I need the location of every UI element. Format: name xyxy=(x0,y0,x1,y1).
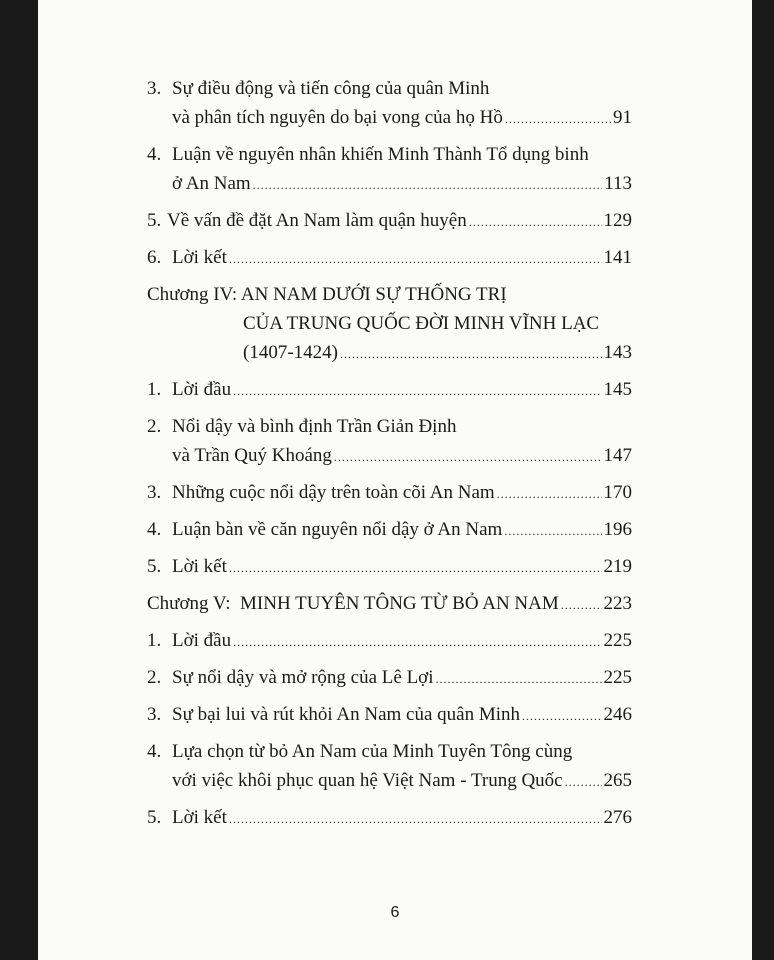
entry-title-continued: ở An Nam xyxy=(172,173,251,194)
entry-page-number: 196 xyxy=(603,519,632,540)
dot-leader xyxy=(505,113,611,125)
dot-leader xyxy=(229,813,602,825)
entry-title-continued: với việc khôi phục quan hệ Việt Nam - Trung Quốc xyxy=(172,770,563,791)
toc-entry xyxy=(147,140,632,198)
entry-number: 4. xyxy=(147,741,162,762)
entry-number: 6. xyxy=(147,247,162,268)
entry-title: Sự điều động và tiến công của quân Minh xyxy=(172,78,490,99)
entry-page-number: 143 xyxy=(603,342,632,363)
entry-number: 2. xyxy=(147,667,162,688)
entry-number: 5. xyxy=(147,210,162,231)
entry-number: 5. xyxy=(147,556,162,577)
toc-entry xyxy=(147,375,632,404)
toc-entry xyxy=(147,626,632,655)
entry-number: 1. xyxy=(147,630,162,651)
entry-title: Lời kết xyxy=(172,247,227,268)
toc-entry xyxy=(147,803,632,832)
toc-entry xyxy=(147,552,632,581)
dot-leader xyxy=(522,710,601,722)
dot-leader xyxy=(561,599,602,611)
page-folio-number: 6 xyxy=(390,904,400,921)
entry-page-number: 223 xyxy=(603,593,632,614)
entry-title-continued: và phân tích nguyên do bại vong của họ Hồ xyxy=(172,107,503,128)
toc-entry xyxy=(147,74,632,132)
entry-title: Luận về nguyên nhân khiến Minh Thành Tổ dụng binh xyxy=(172,144,589,165)
entry-number: 1. xyxy=(147,379,162,400)
entry-number: 4. xyxy=(147,144,162,165)
dot-leader xyxy=(233,636,601,648)
entry-title: Lời đầu xyxy=(172,379,232,400)
entry-title: Luận bàn về căn nguyên nổi dậy ở An Nam xyxy=(172,519,503,540)
entry-title: Lựa chọn từ bỏ An Nam của Minh Tuyên Tông cùng xyxy=(172,741,573,762)
dot-leader xyxy=(233,385,601,397)
entry-page-number: 219 xyxy=(603,556,632,577)
entry-page-number: 225 xyxy=(603,630,632,651)
entry-number: 5. xyxy=(147,807,162,828)
toc-entry xyxy=(147,206,632,235)
book-page xyxy=(38,0,752,960)
entry-title: Sự nổi dậy và mở rộng của Lê Lợi xyxy=(172,667,434,688)
toc-entry xyxy=(147,700,632,729)
chapter-heading xyxy=(147,589,632,618)
toc-entry xyxy=(147,478,632,507)
entry-title: Lời kết xyxy=(172,556,227,577)
dot-leader xyxy=(565,776,602,788)
entry-number: 2. xyxy=(147,416,162,437)
entry-title: Lời đầu xyxy=(172,630,232,651)
toc-entry xyxy=(147,243,632,272)
table-of-contents xyxy=(147,74,632,840)
toc-entry xyxy=(147,663,632,692)
entry-page-number: 141 xyxy=(603,247,632,268)
entry-page-number: 225 xyxy=(603,667,632,688)
chapter-title: Chương V: MINH TUYÊN TÔNG TỪ BỎ AN NAM xyxy=(147,593,559,614)
entry-number: 3. xyxy=(147,78,162,99)
entry-page-number: 276 xyxy=(603,807,632,828)
dot-leader xyxy=(229,562,602,574)
entry-title: Những cuộc nổi dậy trên toàn cõi An Nam xyxy=(172,482,495,503)
entry-number: 3. xyxy=(147,482,162,503)
entry-number: 3. xyxy=(147,704,162,725)
entry-title: Về vấn đề đặt An Nam làm quận huyện xyxy=(167,210,467,231)
dot-leader xyxy=(340,348,602,360)
entry-page-number: 170 xyxy=(603,482,632,503)
dot-leader xyxy=(504,525,601,537)
entry-page-number: 145 xyxy=(603,379,632,400)
dot-leader xyxy=(469,216,602,228)
entry-page-number: 129 xyxy=(603,210,632,231)
entry-title: Lời kết xyxy=(172,807,227,828)
entry-page-number: 265 xyxy=(603,770,632,791)
entry-title: Sự bại lui và rút khỏi An Nam của quân Minh xyxy=(172,704,521,725)
entry-page-number: 147 xyxy=(603,445,632,466)
entry-number: 4. xyxy=(147,519,162,540)
toc-entry xyxy=(147,412,632,470)
entry-page-number: 113 xyxy=(604,173,632,194)
dot-leader xyxy=(229,253,602,265)
entry-title-continued: và Trần Quý Khoáng xyxy=(172,445,332,466)
dot-leader xyxy=(253,179,603,191)
entry-page-number: 91 xyxy=(613,107,632,128)
dot-leader xyxy=(334,451,602,463)
entry-title: Nổi dậy và bình định Trần Giản Định xyxy=(172,416,457,437)
chapter-title: Chương IV: AN NAM DƯỚI SỰ THỐNG TRỊ xyxy=(147,284,507,305)
entry-page-number: 246 xyxy=(603,704,632,725)
chapter-years: (1407-1424) xyxy=(243,342,338,363)
dot-leader xyxy=(497,488,602,500)
chapter-heading xyxy=(147,280,632,367)
toc-entry xyxy=(147,737,632,795)
chapter-title-continued: CỦA TRUNG QUỐC ĐỜI MINH VĨNH LẠC xyxy=(243,313,600,334)
dot-leader xyxy=(436,673,602,685)
toc-entry xyxy=(147,515,632,544)
